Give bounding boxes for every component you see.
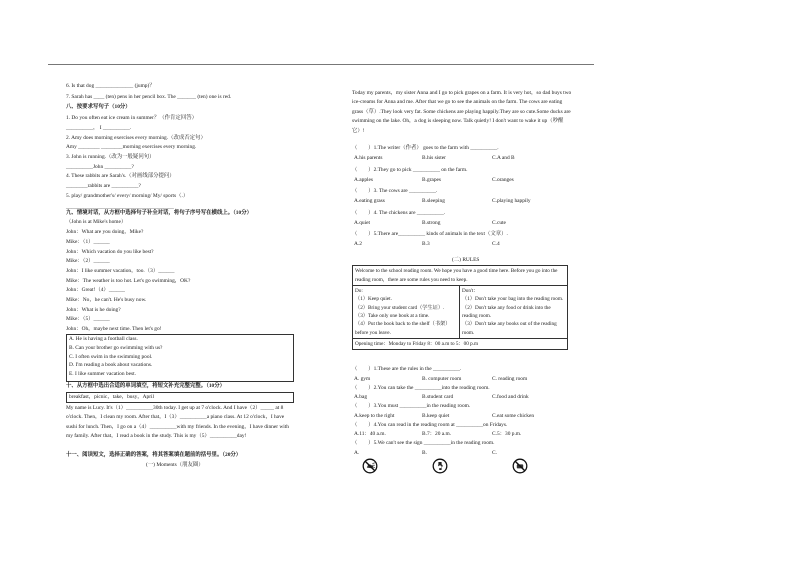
dialogue-option: D. I'm reading a book about vacations. [69,362,153,369]
question-line: Amy ________ ________morning exercises every morning. [66,144,197,150]
question-line: Mike：The weather is too hot. Let's go swimming，OK? [66,278,191,284]
dont-rule: （2）Don't take any food or drink into the reading room. [462,304,551,320]
dialogue-options-box [66,334,294,382]
question-line: John：Which vacation do you like best? [66,249,154,255]
mc-question: （ ）4.You can read in the reading room at __________on Fridays. [352,421,508,428]
question-line: 7. Sarah has ____ (ten) pens in her pencil box. The _______ (ten) one is red. [66,94,232,100]
question-line: John：I like summer vacation，too.（3）______ [66,268,175,274]
do-rule: （2）Bring your student card（学生证）. [355,304,445,311]
moments-title: (一) Moments（朋友圈） [146,462,204,468]
mc-question: （ ）2.They go to pick __________ on the farm. [352,166,468,173]
opening-time: Opening time：Monday to Friday 8：00 a.m to 5：00 p.m [353,339,568,350]
question-line: 4. These rabbits are Sarah's.（对画线部分提问） [66,173,175,179]
mc-option: B.grapes [422,176,442,183]
word-bank-box [66,392,294,403]
mc-option: A.11：40 a.m. [354,431,386,437]
mc-option: B.his sister [422,155,446,161]
do-rule: （3）Take only one book at a time. [355,313,430,320]
donts-cell [460,286,568,339]
question-line: 6. Is that dog ______________ (jump)？ [66,83,155,89]
mc-option: B.sleeping [422,198,445,204]
farm-passage: Today my parents，my sister Anna and I go to pick grapes on a farm. It is very hot，so dad buys two ice-creams for Anna and me. After that we go to see the animals on the farm. The cows are eating grass（草）.They look very fat. Some chickens are playing happily.They are so cute.Some ducks are swimming on the lake. Oh，a dog is sleeping now. Talk quietly! I don't want to wake it up（吵醒它）! [352,90,572,134]
mc-question: （ ）3. The cows are __________. [352,188,438,194]
mc-option: C.cute [492,219,506,226]
question-line: ________________________________________ [66,204,174,210]
mc-question: （ ）2.You can take the __________into the reading room. [352,384,490,391]
mc-option: C.4 [492,241,500,247]
section-heading: 九、情境对话，从方框中选择句子补全对话，将句子序号写在横线上。（10分） [66,210,252,216]
question-line: 2. Amy does morning exercises every morning.（改成否定句） [66,135,206,141]
mc-option: C.oranges [492,176,514,183]
do-rule: （4）Put the book back to the shelf（书架）before you leave. [355,321,451,336]
section-ten-heading: 十、从方框中选出合适的单词填空，将短文补充完整完整。（10分） [66,383,226,389]
mc-option: C.A and B [492,155,515,161]
mc-option: A.eating grass [354,198,385,204]
question-line: __________， I __________. [66,125,132,131]
mc-question: （ ）5.We can't see the sign __________in the reading room. [352,440,495,446]
cloze-passage: My name is Lucy. It's（1）__________30th today. I get up at 7 o'clock. And I have（2）_____ at 8 o'clock. Then，I clean my room. After that，I（3）__________a piano class. At 12 o'clock，I have sushi for lunch. Then，I go on a（4）__________with my friends. In the evening，I have dinner with my family. After that，I read a book in the study. This is my（5）__________day! [66,405,289,440]
mc-option: B.strong [422,219,441,226]
question-line: Mike：（2）______ [66,258,110,264]
dont-rule: （3）Don't take any books out of the reading room. [462,321,557,336]
section-eleven-heading: 十一、阅读短文，选择正确的答案，将其答案填在题前的括号里。（20分） [66,452,242,458]
mc-option: C.food and drink [492,394,529,400]
no-drinking-sign-icon [432,458,448,474]
dos-cell [353,286,460,339]
mc-option: B. computer room [422,375,462,382]
question-line: 3. John is running.（改为一般疑问句） [66,154,155,160]
mc-option: C. reading room [492,375,528,382]
dont-rule: （1）Don't take your bag into the reading room. [462,296,564,303]
mc-question: （ ）1.The writer（作者） goes to the farm with __________. [352,145,499,151]
mc-question: （ ）4. The chickens are __________. [352,209,446,216]
mc-option: C. [492,449,497,456]
donts-header: Don't： [462,288,479,295]
rules-intro: Welcome to the school reading room. We hope you have a good time here. Before you go into the reading room，there are some rules you need to keep. [353,266,568,286]
mc-option: A.his parents [354,155,383,161]
question-line: John：What are you doing，Mike? [66,229,144,235]
section-heading: 八、按要求写句子（10分） [66,104,131,110]
mc-option: B.keep quiet [422,412,450,419]
question-line: John：Great!（4）______ [66,287,125,293]
dialogue-option: E. I like summer vacation best. [69,371,136,378]
mc-option: B.3 [422,241,430,247]
rules-title: (二) RULES [452,257,480,263]
dialogue-option: A. He is having a football class. [69,336,138,342]
mc-option: A.2 [354,241,362,247]
mc-option: A. gym [354,375,371,382]
mc-option: B.student card [422,394,454,400]
mc-option: A.keep to the right [354,412,395,419]
mc-question: （ ）5.There are__________ kinds of animals in the text（文章）. [352,231,508,237]
mc-option: C.eat some chicken [492,412,535,419]
mc-question: （ ）3.You must __________in the reading room. [352,403,471,409]
no-talking-sign-icon [362,458,378,474]
mc-option: A.apples [354,176,374,183]
question-line: 1. Do you often eat ice cream in summer？（作肯定回答） [66,115,197,121]
do-rule: （1）Keep quiet. [355,296,392,303]
mc-option: C.5：30 p.m. [492,431,522,437]
dos-header: Do: [355,288,363,295]
question-line: John：Oh，maybe next time. Then let's go! [66,326,162,332]
question-line: John：What is he doing? [66,307,121,313]
mc-option: A.quiet [354,219,371,226]
question-line: Mike：（1）______ [66,239,110,245]
question-line: 5. play/ grandmother's/ every/ morning/ My/ sports（.） [66,193,189,199]
mc-question: （ ）1.These are the rules in the __________. [352,366,462,372]
mc-option: B. [422,449,427,456]
rules-table [352,265,568,350]
page-top-rule [48,64,594,65]
no-eating-sign-icon [512,458,528,474]
mc-option: A. [354,449,360,456]
question-line: Mike：No，he can't. He's busy now. [66,297,147,303]
mc-option: A.bag [354,394,368,400]
dialogue-option: C. I often swim in the swimming pool. [69,353,153,360]
question-line: ________rabbits are __________? [66,183,141,189]
word-bank: breakfast，picnic，take，busy，April [69,394,155,400]
question-line: __________John __________? [66,164,134,170]
question-line: （John is at Mike's home） [66,219,127,225]
mc-option: B.7：20 a.m. [422,431,452,437]
question-line: Mike：（5）______ [66,316,110,322]
dialogue-option: B. Can your brother go swimming with us? [69,344,163,351]
mc-option: C.playing happily [492,198,531,204]
